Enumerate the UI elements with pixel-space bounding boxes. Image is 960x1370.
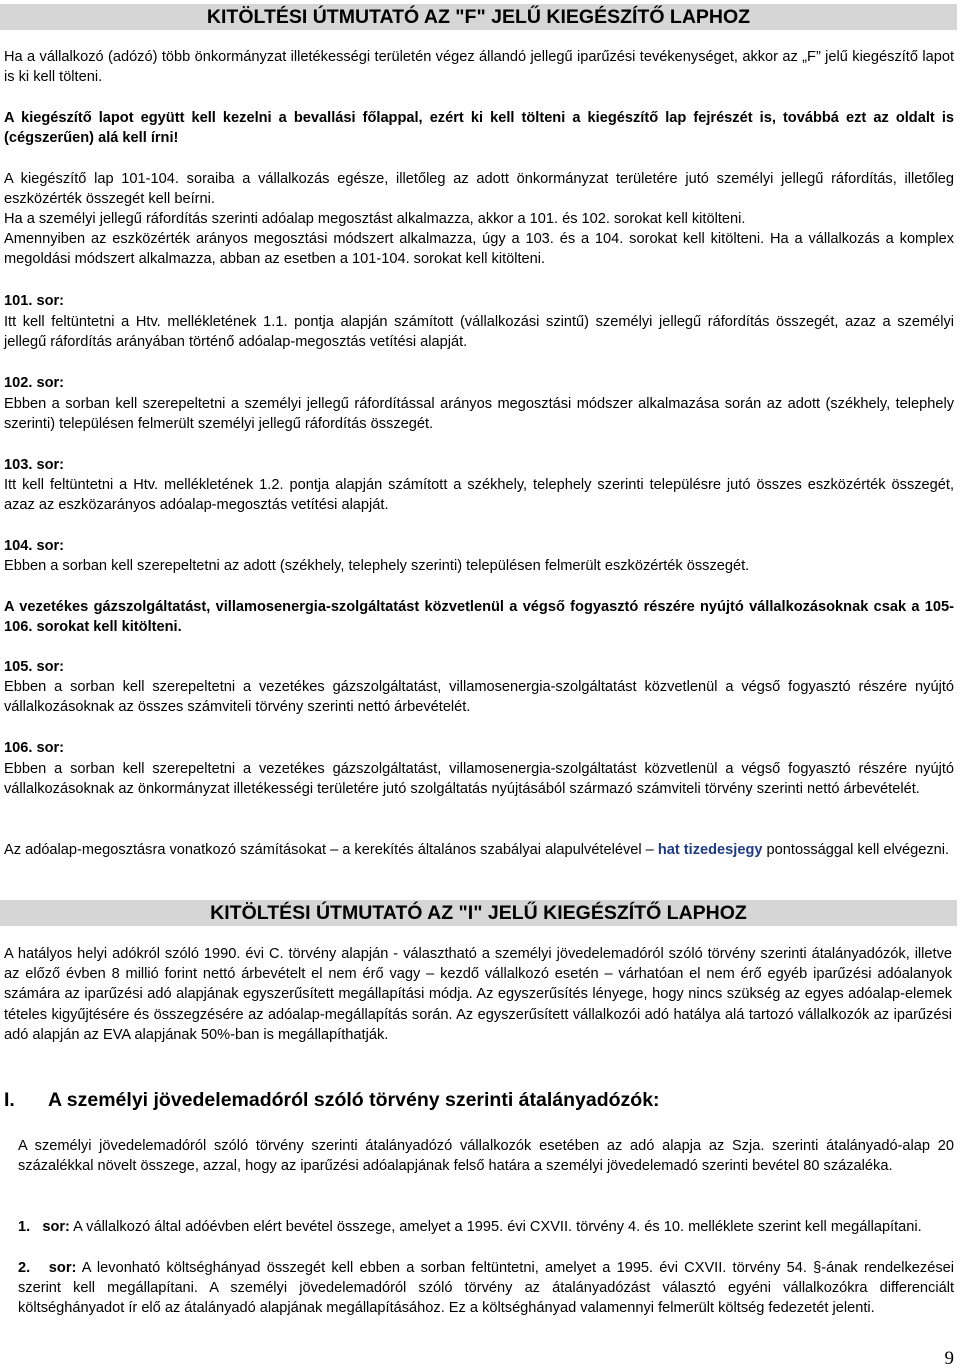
- i-heading-text: A személyi jövedelemadóról szóló törvény szerinti átalányadózók:: [48, 1089, 660, 1111]
- f-rows-intro: A kiegészítő lap 101-104. soraiba a vállalkozás egésze, illetőleg az adott önkormányzat területére jutó személyi jellegű ráfordítás, illetőleg eszközérték összegét kell beírni.: [4, 171, 954, 208]
- sor-1-number: 1.: [18, 1219, 31, 1235]
- rounding-note: [4, 840, 954, 860]
- row-105-label: 105. sor:: [4, 659, 65, 675]
- sor-2-label: sor:: [48, 1260, 77, 1276]
- rounding-text-pre: Az adóalap-megosztásra vonatkozó számításokat – a kerekítés általános szabályai alapulvételével –: [4, 842, 654, 858]
- section-title-f: KITÖLTÉSI ÚTMUTATÓ AZ "F" JELŰ KIEGÉSZÍTŐ LAPHOZ: [0, 4, 957, 30]
- row-105-text: Ebben a sorban kell szerepeltetni a vezetékes gázszolgáltatást, villamosenergia-szolgáltatást közvetlenül a végső fogyasztó részére nyújtó vállalkozásoknak az összes számviteli törvény szerinti nettó árbevételét.: [4, 679, 954, 716]
- row-106-label: 106. sor:: [4, 740, 65, 756]
- row-106-text: Ebben a sorban kell szerepeltetni a vezetékes gázszolgáltatást, villamosenergia-szolgáltatást közvetlenül a végső fogyasztó részére nyújtó vállalkozásoknak az önkormányzat illetékességi területére jutó szolgáltatás nyújtásából származó számviteli törvény szerinti nettó árbevételét.: [4, 761, 954, 798]
- i-sor-2: [18, 1258, 954, 1319]
- rounding-text-post: pontossággal kell elvégezni.: [766, 842, 950, 858]
- f-bold-note: A kiegészítő lapot együtt kell kezelni a bevallási főlappal, ezért ki kell tölteni a kiegészítő lap fejrészét is, továbbá ezt az oldalt is (cégszerűen) alá kell írni!: [4, 110, 954, 147]
- sor-2-number: 2.: [18, 1260, 31, 1276]
- row-103-label: 103. sor:: [4, 457, 65, 473]
- gas-note: A vezetékes gázszolgáltatást, villamosenergia-szolgáltatást közvetlenül a végső fogyasztó részére nyújtó vállalkozásoknak csak a 105-106. sorokat kell kitölteni.: [4, 599, 954, 636]
- sor-1-text: A vállalkozó által adóévben elért bevétel összege, amelyet a 1995. évi CXVII. törvény 4. és 10. melléklete szerint kell megállapítani.: [73, 1219, 922, 1235]
- page-number: 9: [944, 1348, 954, 1369]
- i-heading: [4, 1088, 660, 1112]
- sor-2-text: A levonható költséghányad összegét kell ebben a sorban feltüntetni, amelyet a 1995. évi CXVII. törvény 54. §-ának rendelkezései szerint kell megállapítani. A személyi jövedelemadóról szóló törvény az átalányadózást választó egyéni vállalkozókra differenciált költséghányadot ír elő az átalányadó alapjának megállapításához. Ez a költséghányad valamennyi felmerült költség fedezetét jelenti.: [18, 1260, 954, 1317]
- f-intro: Ha a vállalkozó (adózó) több önkormányzat illetékességi területén végez állandó jellegű iparűzési tevékenységet, akkor az „F” jelű kiegészítő lapot is ki kell tölteni.: [4, 49, 954, 86]
- i-para: A személyi jövedelemadóról szóló törvény szerinti átalányadózó vállalkozók esetében az adó alapja az Szja. szerinti átalányadó-alap 20 százalékkal növelt összege, azzal, hogy az iparűzési adóalapjának felső határa a személyi jövedelemadó szerinti bevétel 80 százaléka.: [18, 1138, 954, 1175]
- i-sor-1: [18, 1217, 954, 1237]
- sor-1-label: sor:: [42, 1219, 70, 1235]
- rounding-highlight: hat tizedesjegy: [657, 842, 763, 858]
- row-101-text: Itt kell feltüntetni a Htv. mellékletének 1.1. pontja alapján számított (vállalkozási szintű) személyi jellegű ráfordítás összegét, azaz a személyi jellegű ráfordítás arányában történő adóalap-megosztás vetítési alapját.: [4, 314, 954, 351]
- row-104-label: 104. sor:: [4, 538, 65, 554]
- row-104-text: Ebben a sorban kell szerepeltetni az adott (székhely, telephely szerinti) településen felmerült eszközérték összegét.: [4, 558, 750, 574]
- i-intro: A hatályos helyi adókról szóló 1990. évi C. törvény alapján - választható a személyi jövedelemadóról szóló törvény szerinti átalányadózók, illetve az előző évben 8 millió forint nettó árbevételt el nem érő vagy – kezdő vállalkozó esetén – várhatóan el nem érő egyéb iparűzési adóalanyok számára az iparűzési adó alapjának egyszerűsített megállapítási módja. Az egyszerűsítés lényege, hogy nincs szükség az egyes adóalap-elemek tételes kigyűjtésére és összegzésére az adóalap-megállapítás során. Az egyszerűsített vállalkozói adó hatálya alá tartozó vállalkozók az iparűzési adó alapján az EVA alapjának 50%-ban is megállapíthatják.: [4, 946, 952, 1043]
- section-title-i: KITÖLTÉSI ÚTMUTATÓ AZ "I" JELŰ KIEGÉSZÍTŐ LAPHOZ: [0, 900, 957, 926]
- row-102-label: 102. sor:: [4, 375, 65, 391]
- f-rows-asset: Amennyiben az eszközérték arányos megosztási módszert alkalmazza, úgy a 103. és a 104. sorokat kell kitölteni. Ha a vállalkozás a komplex megoldási módszert alkalmazza, abban az esetben a 101-104. sorokat kell kitölteni.: [4, 231, 954, 268]
- row-101-label: 101. sor:: [4, 293, 65, 309]
- row-102-text: Ebben a sorban kell szerepeltetni a személyi jellegű ráfordítással arányos megosztási módszer alkalmazása során az adott (székhely, telephely szerinti) településen felmerült személyi jellegű ráfordítás összegét.: [4, 396, 954, 433]
- row-103-text: Itt kell feltüntetni a Htv. mellékletének 1.2. pontja alapján számított a székhely, telephely szerinti településre jutó összes eszközérték összegét, azaz az eszközarányos adóalap-megosztás vetítési alapját.: [4, 477, 954, 514]
- i-heading-number: I.: [4, 1089, 15, 1111]
- f-rows-personal: Ha a személyi jellegű ráfordítás szerinti adóalap megosztást alkalmazza, akkor a 101. és 102. sorokat kell kitölteni.: [4, 211, 746, 227]
